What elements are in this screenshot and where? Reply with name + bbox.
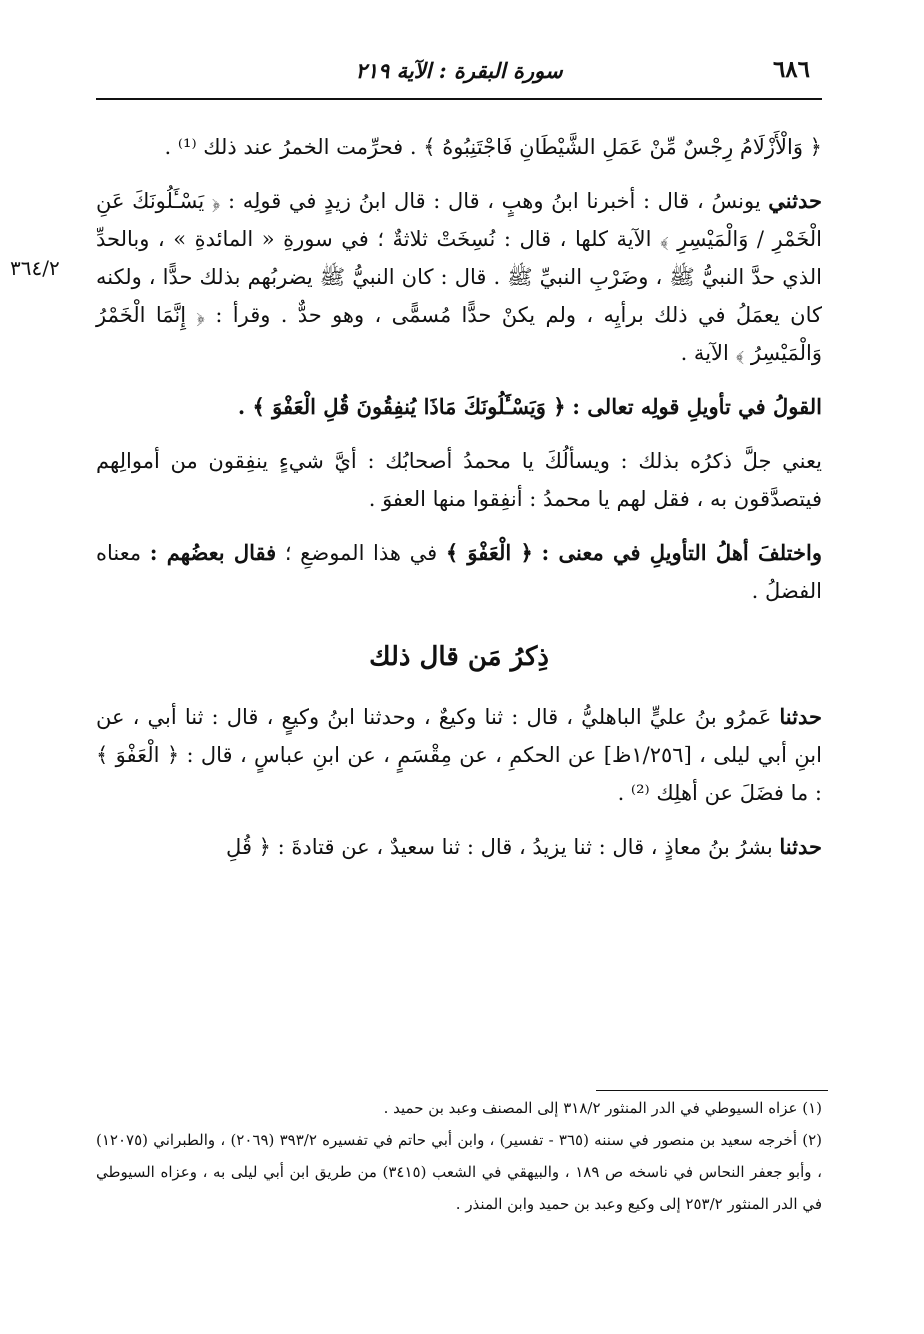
footnote-2: (٢) أخرجه سعيد بن منصور في سننه (٣٦٥ - تفسير) ، وابن أبي حاتم في تفسيره ٣٩٣/٢ (٢٠٦٩) ، والطبراني (١٢٠٧٥) ، وأبو جعفر النحاس في ناسخه ص ١٨٩ ، والبيهقي في الشعب (٣٤١٥) من طريق ابن أبي ليلى به ، وعزاه السيوطي في الدر المنثور ٢٥٣/٢ إلى وكيع وعبد بن حميد وابن المنذر . (96, 1131, 822, 1213)
sub-heading: ذِكرُ مَن قال ذلك (369, 642, 549, 672)
footnote-divider (596, 1090, 828, 1091)
page-header (96, 50, 822, 100)
narration-2-lead: حدثنا (779, 834, 822, 859)
paragraph-2 (96, 182, 822, 372)
paragraph-2-lead: حدثني (768, 188, 822, 213)
difference-paragraph (96, 534, 822, 610)
difference-middle: في هذا الموضعِ ؛ (284, 541, 438, 565)
narration-1-lead: حدثنا (779, 704, 822, 729)
paragraph-1-text: ﴿ وَالْأَزْلَامُ رِجْسٌ مِّنْ عَمَلِ الشَّيْطَانِ فَاجْتَنِبُوهُ ﴾ . فحرِّمت الخمرُ عند ذلك ⁽¹⁾ . (164, 135, 822, 159)
difference-text: معناه الفضلُ . (96, 541, 822, 603)
explanation-text: يعني جلَّ ذكرُه بذلك : ويسألُكَ يا محمدُ أصحابُك : أيَّ شيءٍ ينفِقون من أموالِهم فيتصدَّقون به ، فقل لهم يا محمدُ : أنفِقوا منها العفوَ . (96, 449, 822, 511)
page-number: ٦٨٦ (772, 56, 810, 83)
difference-verse: ﴿ الْعَفْوَ ﴾ (445, 540, 533, 565)
difference-lead-2: فقال بعضُهم : (149, 540, 277, 565)
narration-2-text: بشرُ بنُ معاذٍ ، قال : ثنا يزيدُ ، قال : ثنا سعيدٌ ، عن قتادةَ : ﴿ قُلِ (226, 835, 773, 859)
narration-2 (96, 828, 822, 866)
explanation-paragraph (96, 442, 822, 518)
narration-1-text: عَمرُو بنُ عليٍّ الباهليُّ ، قال : ثنا وكيعٌ ، وحدثنا ابنُ وكيعٍ ، قال : ثنا أبي ، عن ابنِ أبي ليلى ، [١/٢٥٦ظ] عن الحكمِ ، عن مِقْسَمٍ ، عن ابنِ عباسٍ ، قال : ﴿ الْعَفْوَ ﴾ : ما فضَلَ عن أهلِك ⁽²⁾ . (96, 705, 822, 805)
running-title: سورة البقرة : الآية ٢١٩ (355, 58, 563, 83)
section-heading (96, 388, 822, 426)
footnote-1: (١) عزاه السيوطي في الدر المنثور ٣١٨/٢ إلى المصنف وعبد بن حميد . (383, 1099, 822, 1117)
narration-1 (96, 698, 822, 812)
main-text (96, 128, 822, 882)
difference-lead: واختلفَ أهلُ التأويلِ في معنى : (541, 540, 822, 565)
paragraph-2-text: يونسُ ، قال : أخبرنا ابنُ وهبٍ ، قال : قال ابنُ زيدٍ في قولِه : ﴿ يَسْـَٔلُونَكَ عَنِ الْخَمْرِ / وَالْمَيْسِرِ ﴾ الآية كلها ، قال : نُسِخَتْ ثلاثةٌ ؛ في سورةِ « المائدةِ » ، وبالحدِّ الذي حدَّ النبيُّ ﷺ ، وضَرْبِ النبيِّ ﷺ . قال : كان النبيُّ ﷺ يضربُهم بذلك حدًّا ، ولكنه كان يعمَلُ في ذلك برأيِه ، ولم يكنْ حدًّا مُسمًّى ، وهو حدٌّ . وقرأ : ﴿ إِنَّمَا الْخَمْرُ وَالْمَيْسِرُ ﴾ الآية . (96, 189, 822, 365)
footnotes (96, 1092, 822, 1220)
margin-reference: ٣٦٤/٢ (10, 256, 60, 280)
paragraph-1 (96, 128, 822, 166)
section-heading-lead: القولُ في تأويلِ قولِه تعالى : (572, 394, 822, 419)
section-heading-verse: ﴿ وَيَسْـَٔلُونَكَ مَاذَا يُنفِقُونَ قُلِ الْعَفْوَ ﴾ . (237, 394, 566, 419)
